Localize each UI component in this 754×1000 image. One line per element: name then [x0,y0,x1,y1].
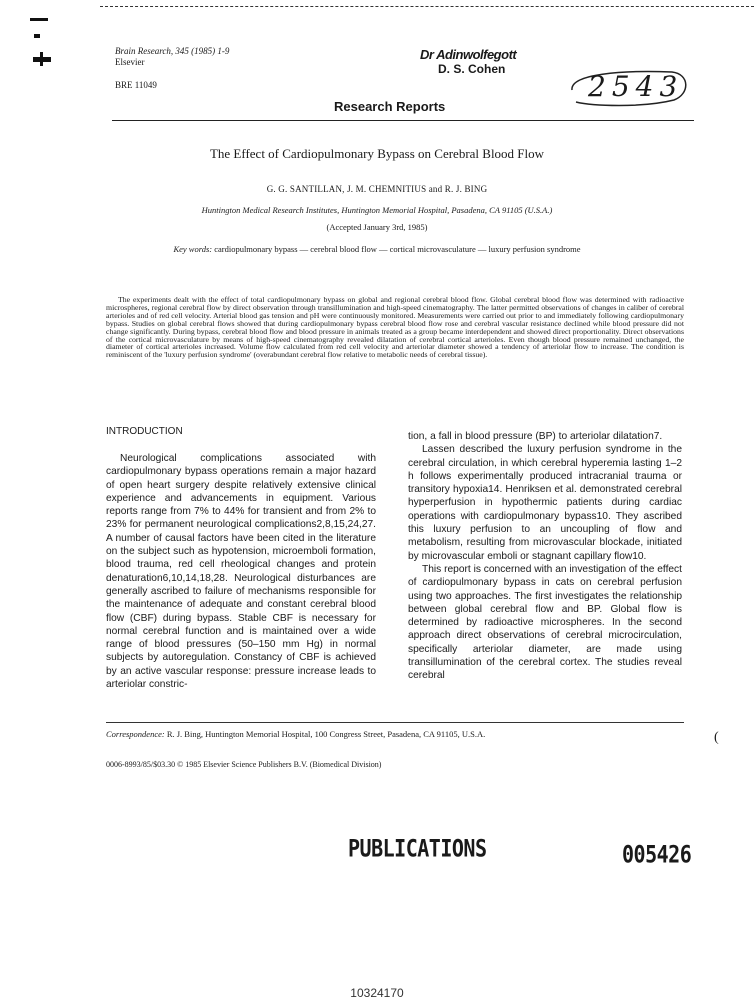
correspondence-footnote [106,729,485,739]
scan-mark [34,34,40,38]
introduction-heading: INTRODUCTION [106,426,183,437]
name-stamp [420,48,516,76]
journal-citation: Brain Research, 345 (1985) 1-9 [115,46,230,56]
copyright-line: 0006-8993/85/$03.30 © 1985 Elsevier Science Publishers B.V. (Biomedical Division) [106,760,382,769]
accepted-date: (Accepted January 3rd, 1985) [326,222,428,232]
paragraph: tion, a fall in blood pressure (BP) to arteriolar dilatation7. [408,431,663,442]
abstract [106,296,684,359]
publications-stamp: PUBLICATIONS [348,833,487,863]
journal-header [115,46,229,68]
column-left [106,452,376,691]
keywords [0,244,754,254]
handwritten-number-text: 2543 [588,70,684,103]
article-title: The Effect of Cardiopulmonary Bypass on Cerebral Blood Flow [209,146,545,161]
affiliation: Huntington Medical Research Institutes, Huntington Memorial Hospital, Pasadena, CA 91105 (U.S.A.) [201,205,553,215]
paragraph: This report is concerned with an investigation of the effect of cardiopulmonary bypass in cats on cerebral perfusion using two approaches. The first investigates the relationship between global cerebral flow and BP. Global flow is determined by radioactive microspheres. In the second approach direct observations of cerebral microcirculation, specifically arteriolar diameter, are made using transillumination of the cerebral cortex. The studies reveal cerebral [408,563,682,682]
article-code: BRE 11049 [115,80,157,90]
bates-number: 10324170 [350,986,404,1000]
handwritten-number [562,68,692,108]
correspondence-label: Correspondence: [106,729,165,739]
footnote-rule [106,722,684,723]
stamp-line-2: D. S. Cohen [438,62,506,76]
scan-mark [40,52,43,66]
paragraph: Lassen described the luxury perfusion syndrome in the cerebral circulation, in which cerebral hyperemia lasting 1–2 h follows experimentally produced intracranial trauma or transitory hypoxia14. Henriksen et al. demonstrated cerebral hyperperfusion in hypothermic patients during cardiac operations with cardiopulmonary bypass10. They ascribed this luxury perfusion to an uncoupling of flow and metabolism, resulting from microvascular blockade, initiated by microvascular emboli or stagnant capillary flow10. [408,444,682,562]
top-dashed-line [100,6,754,7]
margin-mark: ( [714,730,719,745]
scan-mark [30,18,48,21]
publication-number: 005426 [622,839,692,869]
paragraph: Neurological complications associated with cardiopulmonary bypass operations remain a major hazard of open heart surgery despite relatively extensive clinical experience and advancements in equipment. Various reports range from 7% to 44% for transient and from 2% to 23% for permanent neurological complications2,8,15,24,27. A number of causal factors have been cited in the literature on the subject such as hypotension, microemboli formation, blood trauma, red cell rheological changes and protein denaturation6,10,14,18,28. Neurological disturbances are generally ascribed to failure of mechanisms responsible for the maintenance of adequate and constant cerebral blood flow (CBF) during bypass. Stable CBF is necessary for normal cerebral function and is maintained over a wide range of blood pressures (50–150 mm Hg) in normal subjects by autoregulation. Constancy of CBF is achieved by an active vascular response: pressure increase leads to arteriolar constric- [106,453,376,691]
correspondence-text: R. J. Bing, Huntington Memorial Hospital, 100 Congress Street, Pasadena, CA 91105, U.S.A. [166,729,486,739]
abstract-text: The experiments dealt with the effect of total cardiopulmonary bypass on global and regional cerebral blood flow. Global cerebral blood flow was determined with radioactive microspheres, regional cerebral flow by direct observation through transillumination and high-speed cinematography. The latter permitted observations of changes in caliber of cerebral arterioles and of red cell velocity. Arterial blood gas tension and pH were continuously monitored. Measurements were carried out prior to and immediately following cardiopulmonary bypass. Studies on global cerebral flows showed that during cardiopulmonary bypass cerebral blood flow rose and cerebral vascular resistance declined while blood pressure did not change significantly. During bypass, cerebral blood flow and blood pressure in animals treated as a group became interdependent and showed direct proportionality. Direct observations of the cortical microvasculature by means of high-speed cinematography revealed dilatation of cerebral cortical arterioles. Even though blood pressure remained unchanged, the diameter of cortical arterioles increased. Volume flow calculated from red cell velocity and arteriolar diameter showed a tendency of arteriolar flow to increase. The condition is reminiscent of the 'luxury perfusion syndrome' (overabundant cerebral flow relative to metabolic needs of cerebral tissue). [106,295,684,360]
keywords-text: cardiopulmonary bypass — cerebral blood flow — cortical microvasculature — luxury perfusion syndrome [214,244,581,254]
publisher: Elsevier [115,57,145,67]
authors: G. G. SANTILLAN, J. M. CHEMNITIUS and R. J. BING [266,184,488,194]
column-right [408,430,682,683]
stamp-line-1: Dr Adinwolfegott [420,47,517,62]
keywords-label: Key words: [173,244,213,254]
header-rule [112,120,694,121]
section-heading: Research Reports [334,99,446,114]
